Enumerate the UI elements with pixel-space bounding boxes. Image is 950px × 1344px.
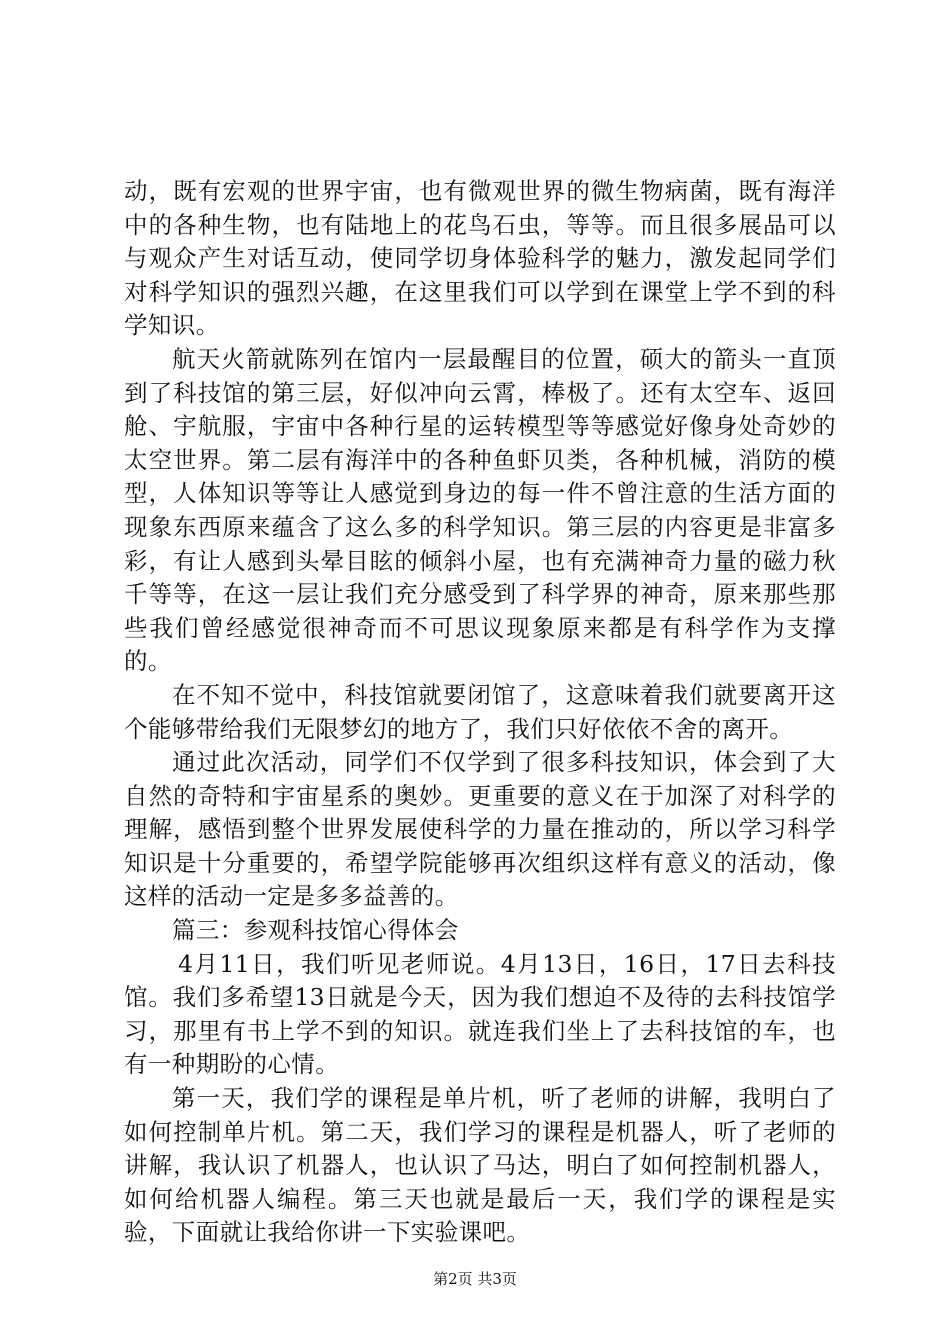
paragraph-course-days: 第一天，我们学的课程是单片机，听了老师的讲解，我明白了如何控制单片机。第二天，我们学习的课程是机器人，听了老师的讲解，我认识了机器人，也认识了马达，明白了如何控制机器人，如何给机器人编程。第三天也就是最后一天，我们学的课程是实验，下面就让我给你讲一下实验课吧。 bbox=[124, 1084, 836, 1247]
paragraph-summary: 通过此次活动，同学们不仅学到了很多科技知识，体会到了大自然的奇特和宇宙星系的奥妙。更重要的意义在于加深了对科学的理解，感悟到整个世界发展使科学的力量在推动的，所以学习科学知识是十分重要的，希望学院能够再次组织这样有意义的活动，像这样的活动一定是多多益善的。 bbox=[124, 748, 836, 911]
paragraph-closing-time: 在不知不觉中，科技馆就要闭馆了，这意味着我们就要离开这个能够带给我们无限梦幻的地方了，我们只好依依不舍的离开。 bbox=[124, 680, 836, 743]
page-number-footer: 第2页 共3页 bbox=[433, 1270, 517, 1288]
document-body bbox=[124, 175, 836, 1250]
paragraph-intro-continued: 动，既有宏观的世界宇宙，也有微观世界的微生物病菌，既有海洋中的各种生物，也有陆地上的花鸟石虫，等等。而且很多展品可以与观众产生对话互动，使同学切身体验科学的魅力，激发起同学们对科学知识的强烈兴趣，在这里我们可以学到在课堂上学不到的科学知识。 bbox=[124, 177, 836, 340]
paragraph-april-visit: 4月11日，我们听见老师说。4月13日，16日，17日去科技馆。我们多希望13日就是今天，因为我们想迫不及待的去科技馆学习，那里有书上学不到的知识。就连我们坐上了去科技馆的车，也有一种期盼的心情。 bbox=[124, 949, 836, 1079]
paragraph-rocket-exhibits: 航天火箭就陈列在馆内一层最醒目的位置，硕大的箭头一直顶到了科技馆的第三层，好似冲向云霄，棒极了。还有太空车、返回舱、宇航服，宇宙中各种行星的运转模型等等感觉好像身处奇妙的太空世界。第二层有海洋中的各种鱼虾贝类，各种机械，消防的模型，人体知识等等让人感觉到身边的每一件不曾注意的生活方面的现象东西原来蕴含了这么多的科学知识。第三层的内容更是非富多彩，有让人感到头晕目眩的倾斜小屋，也有充满神奇力量的磁力秋千等等，在这一层让我们充分感受到了科学界的神奇，原来那些那些我们曾经感觉很神奇而不可思议现象原来都是有科学作为支撑的。 bbox=[124, 344, 836, 676]
section-heading-part-three: 篇三：参观科技馆心得体会 bbox=[172, 916, 459, 945]
